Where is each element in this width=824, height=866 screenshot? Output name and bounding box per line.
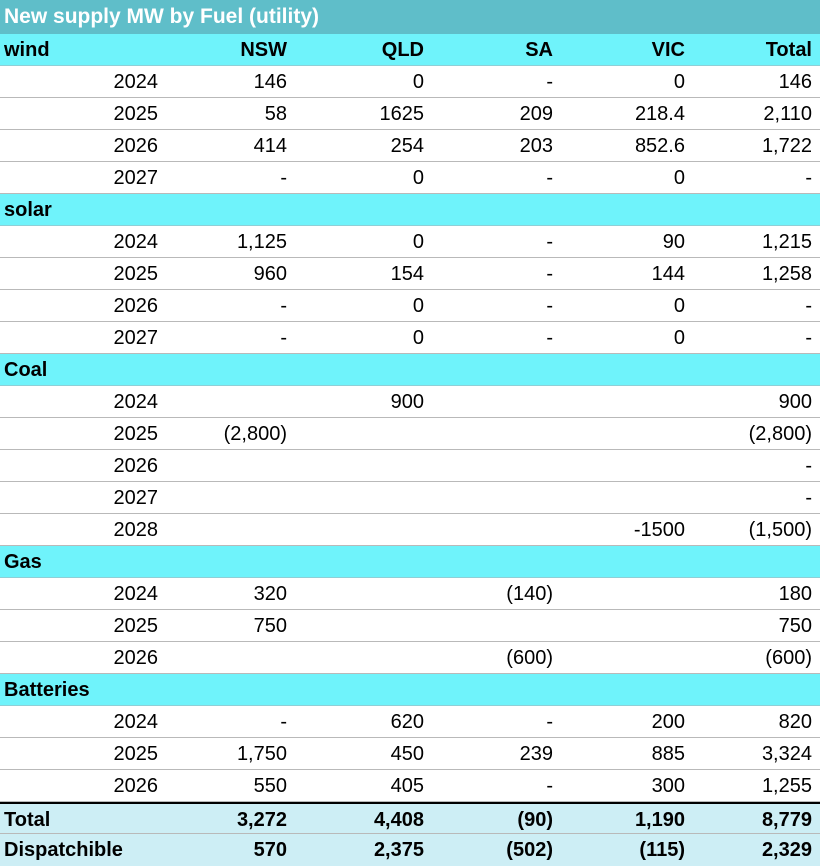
value-cell: 1,722 (761, 135, 812, 157)
column-header: Total (765, 39, 812, 61)
total-value-cell: 3,272 (236, 809, 287, 831)
value-cell: 885 (651, 743, 685, 765)
value-cell: 209 (519, 103, 553, 125)
total-label: Dispatchible (4, 839, 123, 861)
table-row (0, 386, 820, 418)
group-header-row (0, 34, 820, 66)
table-row (0, 578, 820, 610)
table-row (0, 514, 820, 546)
year-cell: 2028 (113, 519, 158, 541)
value-cell: (2,800) (223, 423, 287, 445)
total-value-cell: (115) (639, 839, 685, 861)
value-cell: 414 (253, 135, 287, 157)
value-cell: 154 (390, 263, 424, 285)
value-cell: 1625 (379, 103, 424, 125)
value-cell: 620 (390, 711, 424, 733)
value-cell: - (546, 231, 553, 253)
value-cell: 320 (253, 583, 287, 605)
table-row (0, 738, 820, 770)
year-cell: 2024 (113, 71, 158, 93)
value-cell: 203 (519, 135, 553, 157)
year-cell: 2025 (113, 263, 158, 285)
value-cell: 0 (673, 295, 685, 317)
total-row (0, 802, 820, 834)
total-value-cell: 2,375 (373, 839, 424, 861)
value-cell: - (805, 487, 812, 509)
value-cell: 852.6 (634, 135, 685, 157)
total-label: Total (4, 809, 51, 831)
value-cell: 550 (253, 775, 287, 797)
table-row (0, 258, 820, 290)
value-cell: - (546, 71, 553, 93)
year-cell: 2026 (113, 455, 158, 477)
value-cell: (2,800) (748, 423, 812, 445)
value-cell: - (280, 711, 287, 733)
value-cell: 300 (651, 775, 685, 797)
year-cell: 2025 (113, 423, 158, 445)
year-cell: 2024 (113, 391, 158, 413)
value-cell: 144 (651, 263, 685, 285)
group-label: Coal (4, 359, 48, 381)
table-row (0, 450, 820, 482)
total-value-cell: 4,408 (373, 809, 424, 831)
year-cell: 2026 (113, 647, 158, 669)
value-cell: 0 (412, 231, 424, 253)
year-cell: 2024 (113, 231, 158, 253)
value-cell: 200 (651, 711, 685, 733)
value-cell: 1,258 (761, 263, 812, 285)
table-row (0, 642, 820, 674)
value-cell: 820 (778, 711, 812, 733)
table-row (0, 98, 820, 130)
year-cell: 2025 (113, 103, 158, 125)
value-cell: (140) (506, 583, 553, 605)
table-row (0, 706, 820, 738)
table-row (0, 130, 820, 162)
total-value-cell: 8,779 (761, 809, 812, 831)
value-cell: 239 (519, 743, 553, 765)
value-cell: - (546, 295, 553, 317)
value-cell: - (546, 327, 553, 349)
value-cell: (600) (506, 647, 553, 669)
group-label: solar (4, 199, 52, 221)
value-cell: - (546, 167, 553, 189)
group-header-row (0, 546, 820, 578)
value-cell: - (280, 167, 287, 189)
group-label: Gas (4, 551, 42, 573)
value-cell: - (546, 263, 553, 285)
group-label: wind (4, 39, 50, 61)
table-row (0, 226, 820, 258)
total-row (0, 834, 820, 866)
table-row (0, 770, 820, 802)
value-cell: (600) (765, 647, 812, 669)
value-cell: 146 (253, 71, 287, 93)
year-cell: 2027 (113, 167, 158, 189)
value-cell: 2,110 (763, 103, 812, 125)
value-cell: 0 (412, 295, 424, 317)
value-cell: 0 (412, 71, 424, 93)
value-cell: - (280, 327, 287, 349)
value-cell: 1,750 (236, 743, 287, 765)
table-row (0, 290, 820, 322)
total-value-cell: (90) (517, 809, 553, 831)
value-cell: - (805, 327, 812, 349)
value-cell: 0 (673, 327, 685, 349)
value-cell: 146 (778, 71, 812, 93)
value-cell: - (546, 711, 553, 733)
year-cell: 2026 (113, 295, 158, 317)
group-label: Batteries (4, 679, 90, 701)
value-cell: 0 (412, 327, 424, 349)
total-value-cell: 2,329 (761, 839, 812, 861)
table-title: New supply MW by Fuel (utility) (0, 0, 820, 34)
value-cell: 180 (778, 583, 812, 605)
total-value-cell: (502) (506, 839, 553, 861)
value-cell: 750 (778, 615, 812, 637)
value-cell: 1,215 (761, 231, 812, 253)
year-cell: 2025 (113, 743, 158, 765)
value-cell: 58 (264, 103, 287, 125)
year-cell: 2025 (113, 615, 158, 637)
year-cell: 2027 (113, 487, 158, 509)
value-cell: 254 (390, 135, 424, 157)
column-header: NSW (240, 39, 287, 61)
value-cell: (1,500) (748, 519, 812, 541)
table-row (0, 322, 820, 354)
value-cell: 450 (390, 743, 424, 765)
value-cell: 3,324 (761, 743, 812, 765)
table-row (0, 162, 820, 194)
value-cell: 1,125 (236, 231, 287, 253)
group-header-row (0, 194, 820, 226)
column-header: VIC (651, 39, 685, 61)
value-cell: 750 (253, 615, 287, 637)
total-value-cell: 570 (253, 839, 287, 861)
value-cell: 90 (662, 231, 685, 253)
year-cell: 2024 (113, 583, 158, 605)
value-cell: - (546, 775, 553, 797)
value-cell: 0 (412, 167, 424, 189)
table-row (0, 610, 820, 642)
value-cell: 218.4 (634, 103, 685, 125)
value-cell: 900 (778, 391, 812, 413)
group-header-row (0, 354, 820, 386)
value-cell: 0 (673, 71, 685, 93)
group-header-row (0, 674, 820, 706)
year-cell: 2027 (113, 327, 158, 349)
column-header: QLD (381, 39, 424, 61)
table-row (0, 418, 820, 450)
table-row (0, 66, 820, 98)
total-value-cell: 1,190 (634, 809, 685, 831)
value-cell: 960 (253, 263, 287, 285)
value-cell: 900 (390, 391, 424, 413)
value-cell: - (280, 295, 287, 317)
value-cell: - (805, 295, 812, 317)
value-cell: 405 (390, 775, 424, 797)
year-cell: 2026 (113, 775, 158, 797)
year-cell: 2024 (113, 711, 158, 733)
value-cell: - (805, 167, 812, 189)
table-row (0, 482, 820, 514)
year-cell: 2026 (113, 135, 158, 157)
value-cell: 1,255 (761, 775, 812, 797)
value-cell: -1500 (633, 519, 685, 541)
value-cell: - (805, 455, 812, 477)
column-header: SA (525, 39, 553, 61)
value-cell: 0 (673, 167, 685, 189)
